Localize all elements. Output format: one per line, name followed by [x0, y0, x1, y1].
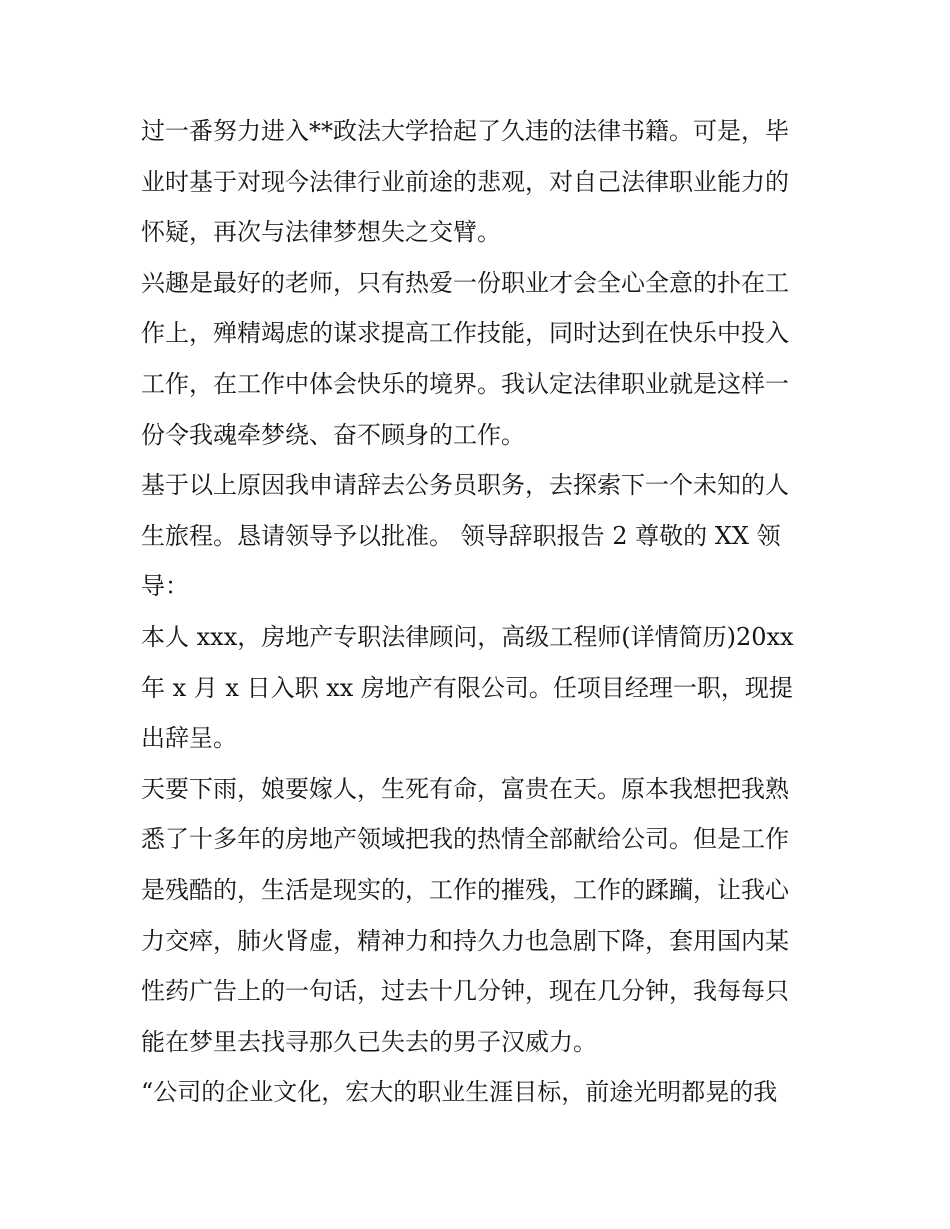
text-line: 力交瘁，肺火肾虚，精神力和持久力也急剧下降，套用国内某 — [141, 926, 789, 955]
text-line: 出辞呈。 — [141, 724, 237, 753]
text-line: 年 x 月 x 日入职 xx 房地产有限公司。任项目经理一职，现提 — [141, 673, 793, 702]
text-line: 业时基于对现今法律行业前途的悲观，对自己法律职业能力的 — [141, 167, 789, 196]
document-body — [141, 106, 821, 1118]
text-line: 生旅程。恳请领导予以批准。 领导辞职报告 2 尊敬的 XX 领 — [141, 521, 781, 550]
text-line: 工作，在工作中体会快乐的境界。我认定法律职业就是这样一 — [141, 369, 789, 398]
text-line: 基于以上原因我申请辞去公务员职务，去探索下一个未知的人 — [141, 471, 789, 500]
text-line: 本人 xxx，房地产专职法律顾问，高级工程师(详情简历)20xx — [141, 622, 794, 651]
text-line: 怀疑，再次与法律梦想失之交臂。 — [141, 218, 501, 247]
text-line: 份令我魂牵梦绕、奋不顾身的工作。 — [141, 420, 525, 449]
text-line: 是残酷的，生活是现实的，工作的摧残，工作的蹂躏，让我心 — [141, 875, 789, 904]
text-line: 导： — [141, 572, 189, 601]
text-line: 能在梦里去找寻那久已失去的男子汉威力。 — [141, 1027, 597, 1056]
text-line: 过一番努力进入**政法大学拾起了久违的法律书籍。可是，毕 — [141, 117, 789, 145]
text-line: 悉了十多年的房地产领域把我的热情全部献给公司。但是工作 — [141, 825, 789, 854]
text-line: 性药广告上的一句话，过去十几分钟，现在几分钟，我每每只 — [141, 977, 789, 1006]
text-line: “公司的企业文化，宏大的职业生涯目标，前途光明都晃的我 — [141, 1078, 778, 1107]
text-line: 天要下雨，娘要嫁人，生死有命，富贵在天。原本我想把我熟 — [141, 774, 789, 803]
text-line: 作上，殚精竭虑的谋求提高工作技能，同时达到在快乐中投入 — [141, 319, 789, 348]
text-line: 兴趣是最好的老师，只有热爱一份职业才会全心全意的扑在工 — [141, 268, 789, 297]
